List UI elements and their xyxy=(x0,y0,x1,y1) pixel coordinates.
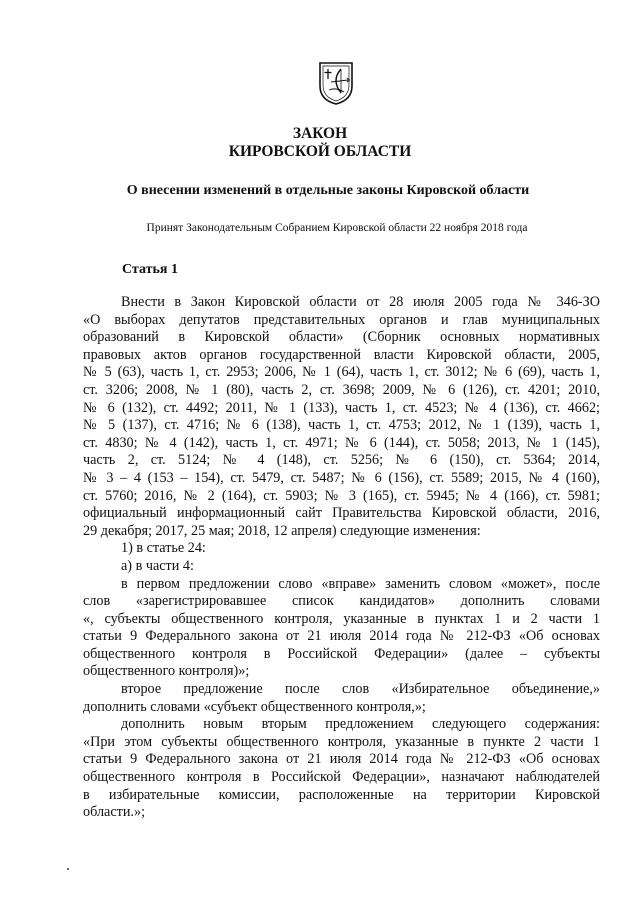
text-line: второе предложение после слов «Избирательное объединение,» xyxy=(121,681,600,698)
text-line: «, субъекты общественного контроля, указанные в пунктах 1 и 2 части 1 xyxy=(83,610,600,627)
text-line: статьи 9 Федерального закона от 21 июля 2014 года № 212-ФЗ «Об основах xyxy=(83,628,600,645)
text-line: слов «зарегистрировавшее список кандидатов» дополнить словами xyxy=(83,593,600,610)
article-title: Статья 1 xyxy=(122,262,178,277)
adoption-note: Принят Законодательным Собранием Кировской области 22 ноября 2018 года xyxy=(146,222,528,234)
text-line: ст. 3206; 2008, № 1 (80), часть 2, ст. 3698; 2009, № 6 (126), ст. 4201; 2010, xyxy=(83,381,600,398)
scan-speck xyxy=(67,868,69,870)
text-line: общественного контроля в Российской Федерации» (далее – субъекты xyxy=(83,645,600,662)
text-line: ст. 4830; № 4 (142), часть 1, ст. 4971; № 6 (144), ст. 5058; 2013, № 1 (145), xyxy=(83,434,600,451)
list-item: 1) в статье 24: xyxy=(121,540,206,557)
article-body xyxy=(83,294,600,822)
text-line: правовых актов органов государственной власти Кировской области, 2005, xyxy=(83,346,600,363)
region-label: КИРОВСКОЙ ОБЛАСТИ xyxy=(228,143,412,160)
text-line: 29 декабря; 2017, 25 мая; 2018, 12 апреля) следующие изменения: xyxy=(83,522,481,539)
text-line: дополнить новым вторым предложением следующего содержания: xyxy=(121,716,600,733)
text-line: в избирательные комиссии, расположенные на территории Кировской xyxy=(83,786,600,803)
text-line: № 5 (63), часть 1, ст. 2953; 2006, № 1 (64), часть 1, ст. 3012; № 6 (69), часть 1, xyxy=(83,364,600,381)
text-line: ст. 5760; 2016, № 2 (164), ст. 5903; № 3 (165), ст. 5945; № 4 (166), ст. 5981; xyxy=(83,487,600,504)
text-line: в первом предложении слово «вправе» заменить словом «может», после xyxy=(121,575,600,592)
text-line: № 5 (137), ст. 4716; № 6 (138), часть 1, ст. 4753; 2012, № 1 (139), часть 1, xyxy=(83,417,600,434)
text-line: «При этом субъекты общественного контроля, указанные в пункте 2 части 1 xyxy=(83,733,600,750)
text-line: общественного контроля в Российской Федерации», назначают наблюдателей xyxy=(83,769,600,786)
text-line: «О выборах депутатов представительных органов и глав муниципальных xyxy=(83,311,600,328)
text-line: часть 2, ст. 5124; № 4 (148), ст. 5256; № 6 (150), ст. 5364; 2014, xyxy=(83,452,600,469)
law-subject: О внесении изменений в отдельные законы Кировской области xyxy=(126,183,530,198)
text-line: статьи 9 Федерального закона от 21 июля 2014 года № 212-ФЗ «Об основах xyxy=(83,751,600,768)
list-item: а) в части 4: xyxy=(121,557,194,574)
text-line: образований в Кировской области» (Сборник основных нормативных xyxy=(83,329,600,346)
text-line: № 6 (132), ст. 4492; 2011, № 1 (133), часть 1, ст. 4523; № 4 (136), ст. 4662; xyxy=(83,399,600,416)
text-line: № 3 – 4 (153 – 154), ст. 5479, ст. 5487; № 6 (156), ст. 5589; 2015, № 4 (160), xyxy=(83,469,600,486)
kirov-coat-of-arms-icon xyxy=(317,60,355,106)
text-line: области.»; xyxy=(83,804,146,821)
text-line: официальный информационный сайт Правительства Кировской области, 2016, xyxy=(83,505,600,522)
text-line: дополнить словами «субъект общественного контроля,»; xyxy=(83,698,426,715)
text-line: общественного контроля)»; xyxy=(83,663,250,680)
text-line: Внести в Закон Кировской области от 28 июля 2005 года № 346-ЗО xyxy=(121,294,600,310)
law-label: ЗАКОН xyxy=(292,125,348,142)
